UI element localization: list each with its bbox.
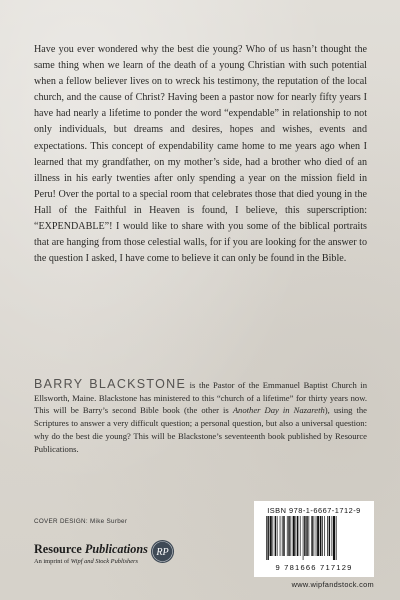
- bio-text-part-1: is the Pastor of the Emmanuel Baptist Church in Ellsworth, Maine. Blackstone has ministered to this “church of a lifetime” for thirty years now. This will be Barry’s second Bible book (the other is: [34, 380, 367, 416]
- barcode-bar: [296, 516, 297, 556]
- bio-text-part-2: ), using the Scriptures to answer a very difficult question; a personal question, but also a universal question: why do the best die young? This will be Blackstone’s seventeenth book published by Resource Publications.: [34, 405, 367, 454]
- barcode-icon: [266, 516, 366, 560]
- publisher-name: Resource Publications: [34, 542, 148, 556]
- barcode-bar: [314, 516, 315, 556]
- barcode-bar: [327, 516, 328, 556]
- barcode-bar: [280, 516, 281, 556]
- barcode-bar: [270, 516, 272, 556]
- barcode-bar: [303, 516, 304, 560]
- barcode-bar: [308, 516, 309, 556]
- book-blurb: Have you ever wondered why the best die young? Who of us hasn’t thought the same thing when we learn of the death of a young Christian with such potential when a fellow believer lives on to wreck his testimony, the reputation of the local church, and the cause of Christ? Having been a pastor now for nearly fifty years I have had nearly a lifetime to ponder the word “expendable” in relationship to not only individuals, but dreams and desires, hopes and wishes, events and expectations. This concept of expendability came home to me years ago when I learned that my grandfather, on my mother’s side, had a brother who died of an illness in his early twenties after only spending a year on the mission field in Peru! Over the portal to a special room that celebrates those that died young in the Hall of the Faithful in Heaven is found, I believe, this superscription: “EXPENDABLE”! I would like to share with you some of the biblical portraits that are hanging from those celestial walls, for if you are looking for the answer to the question I asked, I have come to believe it can only be found in the Bible.: [34, 44, 367, 265]
- cover-design-credit: COVER DESIGN: Mike Surber: [34, 518, 128, 525]
- barcode-bar: [329, 516, 330, 556]
- barcode-bar: [290, 516, 291, 556]
- barcode-bar: [293, 516, 295, 556]
- barcode-bar: [317, 516, 319, 556]
- barcode-bar: [283, 516, 284, 556]
- barcode-bar: [336, 516, 337, 560]
- barcode-panel: [254, 501, 374, 577]
- barcode-bar: [282, 516, 283, 556]
- publisher-website: www.wipfandstock.com: [291, 580, 374, 589]
- barcode-bar: [287, 516, 288, 556]
- barcode-bar: [333, 516, 335, 560]
- barcode-bar: [322, 516, 323, 556]
- barcode-bar: [316, 516, 317, 556]
- barcode-bar: [288, 516, 289, 556]
- author-name: BARRY BLACKSTONE: [34, 377, 187, 391]
- isbn-label: ISBN 978-1-6667-1712-9: [267, 506, 361, 515]
- barcode-bar: [297, 516, 298, 556]
- publisher-logo-icon: [150, 539, 175, 564]
- barcode-bar: [272, 516, 273, 556]
- barcode-bar: [306, 516, 307, 556]
- barcode-bar: [332, 516, 333, 556]
- barcode-bar: [266, 516, 267, 560]
- barcode-digits: 9 781666 717129: [275, 563, 353, 572]
- publisher-imprint: [34, 542, 194, 582]
- barcode-bar: [267, 516, 268, 560]
- barcode-bar: [324, 516, 325, 556]
- publisher-parent: An imprint of Wipf and Stock Publishers: [34, 558, 139, 565]
- barcode-bar: [311, 516, 312, 556]
- author-bio: [34, 378, 367, 455]
- barcode-bar: [304, 516, 305, 556]
- barcode-bar: [300, 516, 301, 556]
- barcode-bar: [277, 516, 278, 556]
- other-book-title: Another Day in Nazareth: [232, 405, 325, 416]
- barcode-bar: [320, 516, 321, 556]
- publisher-logo-letters: RP: [156, 546, 169, 558]
- barcode-bar: [275, 516, 276, 556]
